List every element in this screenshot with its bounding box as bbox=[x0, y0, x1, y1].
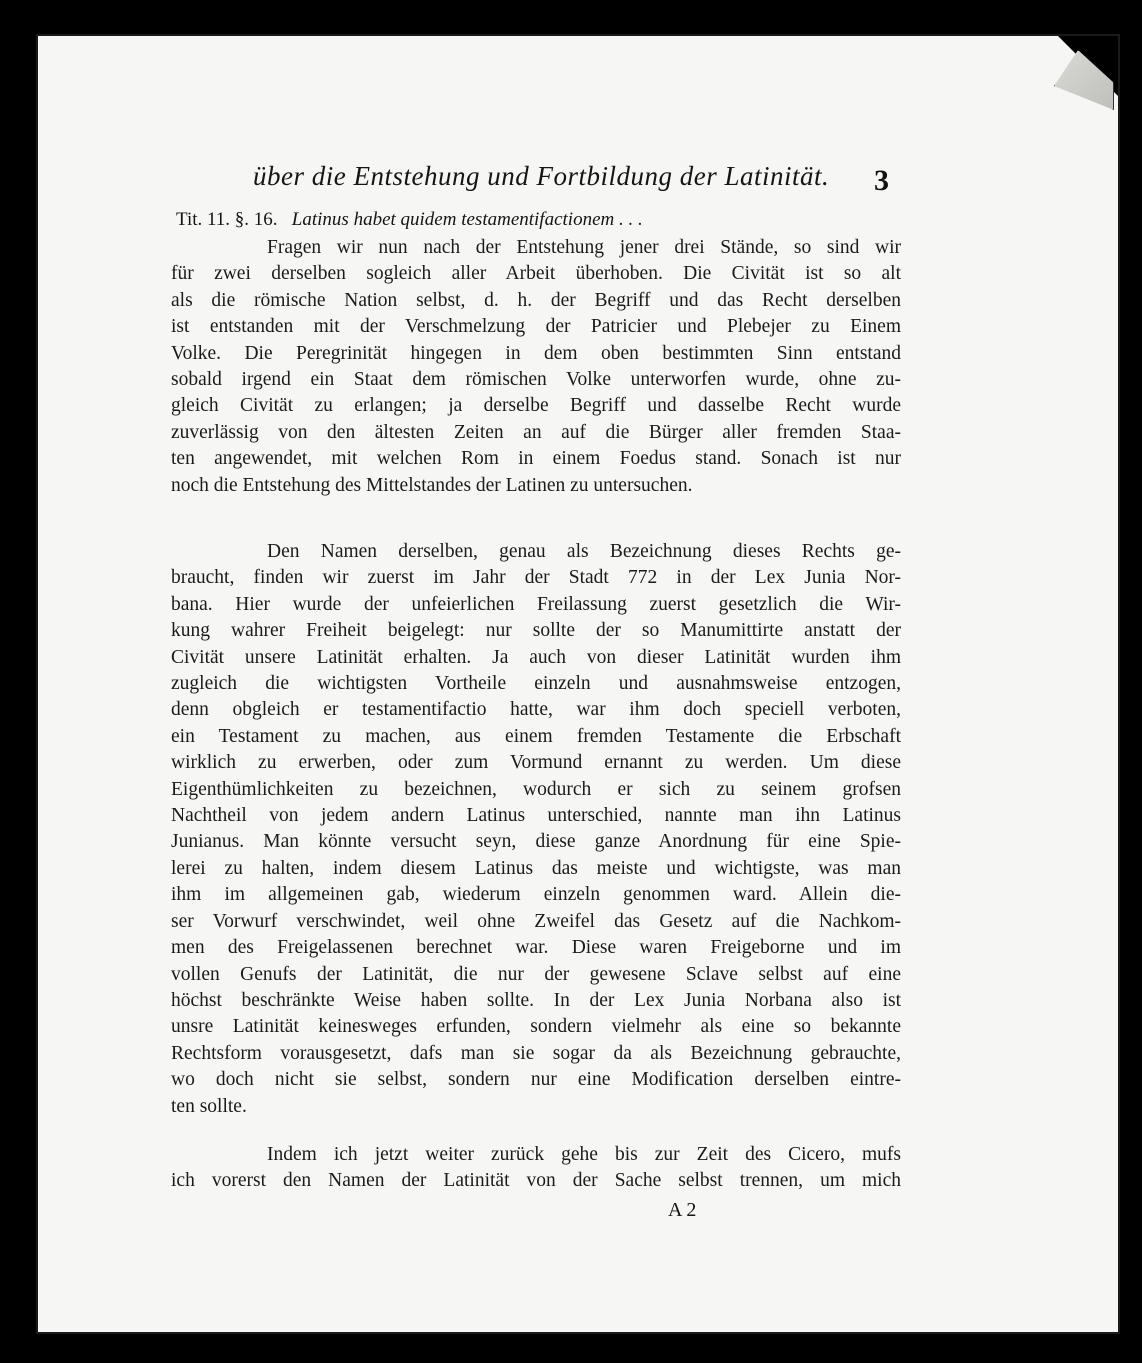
text-line: vollen Genufs der Latinität, die nur der gewesene Sclave selbst auf eine bbox=[171, 963, 901, 985]
text-line: als die römische Nation selbst, d. h. der Begriff und das Recht derselben bbox=[171, 289, 901, 311]
citation-quote: Latinus habet quidem testamentifactionem . . . bbox=[291, 209, 643, 230]
text-line: Junianus. Man könnte versucht seyn, diese ganze Anordnung für eine Spie- bbox=[171, 831, 901, 853]
text-line: zugleich die wichtigsten Vortheile einzeln und ausnahmsweise entzogen, bbox=[171, 673, 901, 695]
text-line: men des Freigelassenen berechnet war. Diese waren Freigeborne und im bbox=[171, 937, 901, 959]
scan-frame bbox=[18, 18, 1124, 1345]
text-line: zuverlässig von den ältesten Zeiten an auf die Bürger aller fremden Staa- bbox=[171, 421, 901, 443]
text-line: Rechtsform vorausgesetzt, dafs man sie sogar da als Bezeichnung gebrauchte, bbox=[171, 1042, 901, 1064]
text-line: gleich Civität zu erlangen; ja derselbe Begriff und dasselbe Recht wurde bbox=[171, 395, 901, 417]
paragraph-2 bbox=[171, 539, 901, 1120]
text-line: braucht, finden wir zuerst im Jahr der Stadt 772 in der Lex Junia Nor- bbox=[171, 567, 901, 589]
text-line: Nachtheil von jedem andern Latinus unterschied, nannte man ihn Latinus bbox=[171, 805, 901, 827]
text-line: Civität unsere Latinität erhalten. Ja auch von dieser Latinität wurden ihm bbox=[171, 646, 901, 668]
text-line: ser Vorwurf verschwindet, weil ohne Zweifel das Gesetz auf die Nachkom- bbox=[171, 910, 901, 932]
text-line: für zwei derselben sogleich aller Arbeit überhoben. Die Civität ist so alt bbox=[171, 263, 901, 285]
text-line: ten angewendet, mit welchen Rom in einem Foedus stand. Sonach ist nur bbox=[171, 448, 901, 470]
text-line: Indem ich jetzt weiter zurück gehe bis zur Zeit des Cicero, mufs bbox=[267, 1144, 901, 1165]
text-line: ist entstanden mit der Verschmelzung der Patricier und Plebejer zu Einem bbox=[171, 316, 901, 338]
citation-ref: Tit. 11. §. 16. bbox=[176, 209, 278, 230]
text-line: lerei zu halten, indem diesem Latinus das meiste und wichtigste, was man bbox=[171, 857, 901, 879]
text-line: Eigenthümlichkeiten zu bezeichnen, wodurch er sich zu seinem grofsen bbox=[171, 778, 901, 800]
text-line: wirklich zu erwerben, oder zum Vormund ernannt zu werden. Um diese bbox=[171, 752, 901, 774]
page-number: 3 bbox=[874, 164, 889, 197]
book-page bbox=[36, 34, 1120, 1334]
text-line: kung wahrer Freiheit beigelegt: nur sollte der so Manumittirte anstatt der bbox=[171, 620, 901, 642]
text-line: Den Namen derselben, genau als Bezeichnung dieses Rechts ge- bbox=[267, 541, 901, 562]
citation bbox=[176, 209, 936, 231]
text-line: bana. Hier wurde der unfeierlichen Freilassung zuerst gesetzlich die Wir- bbox=[171, 593, 901, 615]
text-line: ihm im allgemeinen gab, wiederum einzeln genommen ward. Allein die- bbox=[171, 884, 901, 906]
text-line: ein Testament zu machen, aus einem fremden Testamente die Erbschaft bbox=[171, 725, 901, 747]
running-title: über die Entstehung und Fortbildung der Latinität. bbox=[253, 161, 830, 191]
text-line: wo doch nicht sie selbst, sondern nur eine Modification derselben eintre- bbox=[171, 1069, 901, 1091]
signature-mark: A 2 bbox=[668, 1199, 697, 1221]
text-line: ich vorerst den Namen der Latinität von der Sache selbst trennen, um mich bbox=[171, 1170, 901, 1192]
text-line: sobald irgend ein Staat dem römischen Volke unterworfen wurde, ohne zu- bbox=[171, 369, 901, 391]
text-line: Volke. Die Peregrinität hingegen in dem oben bestimmten Sinn entstand bbox=[171, 342, 901, 364]
paragraph-3 bbox=[171, 1142, 901, 1195]
paragraph-1 bbox=[171, 235, 901, 499]
text-line: denn obgleich er testamentifactio hatte, war ihm doch speciell verboten, bbox=[171, 699, 901, 721]
text-line: Fragen wir nun nach der Entstehung jener drei Stände, so sind wir bbox=[267, 237, 901, 258]
text-line: unsre Latinität keinesweges erfunden, sondern vielmehr als eine so bekannte bbox=[171, 1016, 901, 1038]
text-line: höchst beschränkte Weise haben sollte. In der Lex Junia Norbana also ist bbox=[171, 989, 901, 1011]
text-line: ten sollte. bbox=[171, 1095, 247, 1117]
text-line: noch die Entstehung des Mittelstandes der Latinen zu untersuchen. bbox=[171, 474, 693, 496]
